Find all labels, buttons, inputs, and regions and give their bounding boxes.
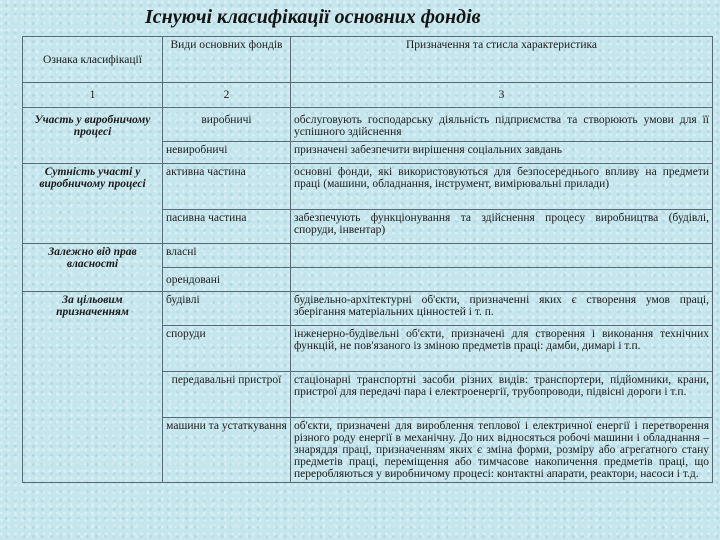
description-cell bbox=[291, 244, 713, 268]
number-row bbox=[23, 83, 713, 108]
description-cell: призначені забезпечити вирішення соціальних завдань bbox=[291, 142, 713, 164]
description-cell: стаціонарні транспортні засоби різних видів: транспортери, підйомники, крани, пристрої для передачі пара і електроенергії, трубопроводи, підвісні дороги і т.п. bbox=[291, 372, 713, 418]
kind-cell: пасивна частина bbox=[163, 210, 291, 244]
group-participation: Участь у виробничому процесі bbox=[23, 108, 163, 164]
description-cell: об'єкти, призначені для вироблення теплової і електричної енергії і перетворення різного роду енергії в механічну. До них відносяться робочі машини і обладнання – знаряддя праці, призначенням яких є зміна форми, розміру або агрегатного стану предметів праці, переміщення або тимчасове накопичення предметів праці, що переробляються у виробничому процесі: контактні апарати, реактори, насоси і т.д. bbox=[291, 418, 713, 483]
group-essence: Сутність участі у виробничому процесі bbox=[23, 164, 163, 244]
description-cell bbox=[291, 268, 713, 292]
column-number-1: 1 bbox=[23, 83, 163, 108]
kind-cell: передавальні пристрої bbox=[163, 372, 291, 418]
column-number-2: 2 bbox=[163, 83, 291, 108]
kind-cell: невиробничі bbox=[163, 142, 291, 164]
header-kinds: Види основних фондів bbox=[163, 37, 291, 83]
table-row bbox=[23, 108, 713, 142]
kind-cell: активна частина bbox=[163, 164, 291, 210]
classification-table bbox=[22, 36, 713, 483]
header-purpose: Призначення та стисла характеристика bbox=[291, 37, 713, 83]
column-number-3: 3 bbox=[291, 83, 713, 108]
group-purpose: За цільовим призначенням bbox=[23, 292, 163, 483]
kind-cell: виробничі bbox=[163, 108, 291, 142]
description-cell: основні фонди, які використовуються для безпосереднього впливу на предмети праці (машини, обладнання, інструмент, вимірювальні прилади) bbox=[291, 164, 713, 210]
table-row bbox=[23, 292, 713, 326]
table-row bbox=[23, 244, 713, 268]
description-cell: будівельно-архітектурні об'єкти, призначенні яких є створення умов праці, зберігання матеріальних цінностей і т. п. bbox=[291, 292, 713, 326]
kind-cell: машини та устаткування bbox=[163, 418, 291, 483]
page-title: Існуючі класифікації основних фондів bbox=[145, 6, 481, 28]
group-ownership: Залежно від прав власності bbox=[23, 244, 163, 292]
description-cell: забезпечують функціонування та здійснення процесу виробництва (будівлі, споруди, інвентар) bbox=[291, 210, 713, 244]
description-cell: обслуговують господарську діяльність підприємства та створюють умови для її успішного здійснення bbox=[291, 108, 713, 142]
table-row bbox=[23, 164, 713, 210]
header-feature: Ознака класифікації bbox=[23, 37, 163, 83]
description-cell: інженерно-будівельні об'єкти, призначені для створення і виконання технічних функцій, не пов'язаного із зміною предметів праці: дамби, димарі і т.п. bbox=[291, 326, 713, 372]
header-row bbox=[23, 37, 713, 83]
kind-cell: будівлі bbox=[163, 292, 291, 326]
kind-cell: власні bbox=[163, 244, 291, 268]
kind-cell: орендовані bbox=[163, 268, 291, 292]
kind-cell: споруди bbox=[163, 326, 291, 372]
